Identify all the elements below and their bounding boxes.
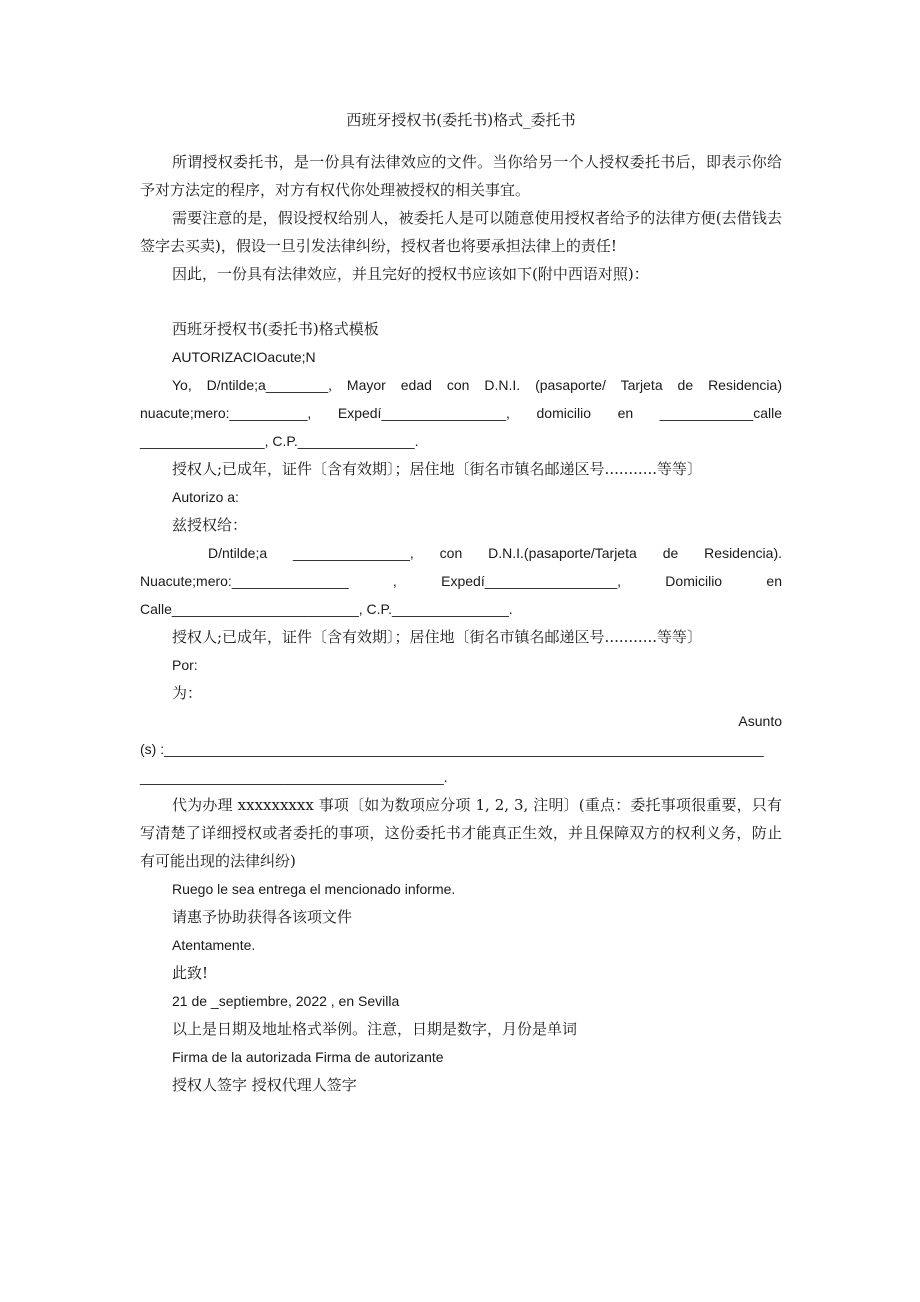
autorizo-translation: 兹授权给： xyxy=(172,516,248,534)
grantor-line-2: nuacute;mero:__________, Expedí________________, domicilio en ____________calle xyxy=(140,405,782,421)
asunto-line-2: _______________________________________. xyxy=(140,769,448,785)
por-translation: 为： xyxy=(172,684,203,702)
authorization-heading: AUTORIZACIOacute;N xyxy=(172,349,316,365)
grantor-translation: 授权人;已成年，证件〔含有效期〕；居住地〔街名市镇名邮递区号...........等等〕 xyxy=(172,460,703,478)
autorizo-label: Autorizo a: xyxy=(172,489,239,505)
document-title: 西班牙授权书(委托书)格式_委托书 xyxy=(346,111,576,129)
document-page xyxy=(140,110,782,1099)
closing-salutation-translation: 此致! xyxy=(172,964,209,982)
grantee-line-1: D/ntilde;a _______________, con D.N.I.(pasaporte/Tarjeta de Residencia). xyxy=(208,545,782,561)
date-place: 21 de _septiembre, 2022 , en Sevilla xyxy=(172,993,400,1009)
intro-paragraph-3: 因此，一份具有法律效应，并且完好的授权书应该如下(附中西语对照)： xyxy=(172,265,649,283)
signature-labels: Firma de la autorizada Firma de autorizante xyxy=(172,1049,444,1065)
closing-request-translation: 请惠予协助获得各该项文件 xyxy=(172,908,353,926)
spacer xyxy=(140,288,782,315)
grantee-translation: 授权人;已成年，证件〔含有效期〕；居住地〔街名市镇名邮递区号...........等等〕 xyxy=(172,628,703,646)
closing-salutation: Atentamente. xyxy=(172,937,256,953)
asunto-line-1: (s) :_____________________________________________________________________________ xyxy=(140,741,764,757)
matters-note: 代为办理 xxxxxxxxx 事项〔如为数项应分项 1, 2, 3, 注明〕(重点：委托事项很重要，只有写清楚了详细授权或者委托的事项，这份委托书才能真正生效，并且保障双方的权利义务，防止有可能出现的法律纠纷) xyxy=(140,796,782,870)
grantor-line-1: Yo, D/ntilde;a________, Mayor edad con D.N.I. (pasaporte/ Tarjeta de Residencia) xyxy=(172,377,782,393)
intro-paragraph-2: 需要注意的是，假设授权给别人，被委托人是可以随意使用授权者给予的法律方便(去借钱去签字去买卖)，假设一旦引发法律纠纷，授权者也将要承担法律上的责任! xyxy=(140,209,782,255)
date-format-note: 以上是日期及地址格式举例。注意，日期是数字，月份是单词 xyxy=(172,1020,578,1038)
grantee-line-2: Nuacute;mero:_______________ , Expedí_________________, Domicilio en xyxy=(140,573,782,589)
asunto-label: Asunto xyxy=(738,713,782,729)
grantor-line-3: ________________, C.P._______________. xyxy=(140,433,419,449)
signature-labels-translation: 授权人签字 授权代理人签字 xyxy=(172,1076,357,1094)
template-heading: 西班牙授权书(委托书)格式模板 xyxy=(172,320,379,338)
por-label: Por: xyxy=(172,657,198,673)
intro-paragraph-1: 所谓授权委托书，是一份具有法律效应的文件。当你给另一个人授权委托书后，即表示你给予对方法定的程序，对方有权代你处理被授权的相关事宜。 xyxy=(140,153,782,199)
closing-request: Ruego le sea entrega el mencionado informe. xyxy=(172,881,456,897)
grantee-line-3: Calle________________________, C.P._______________. xyxy=(140,601,513,617)
